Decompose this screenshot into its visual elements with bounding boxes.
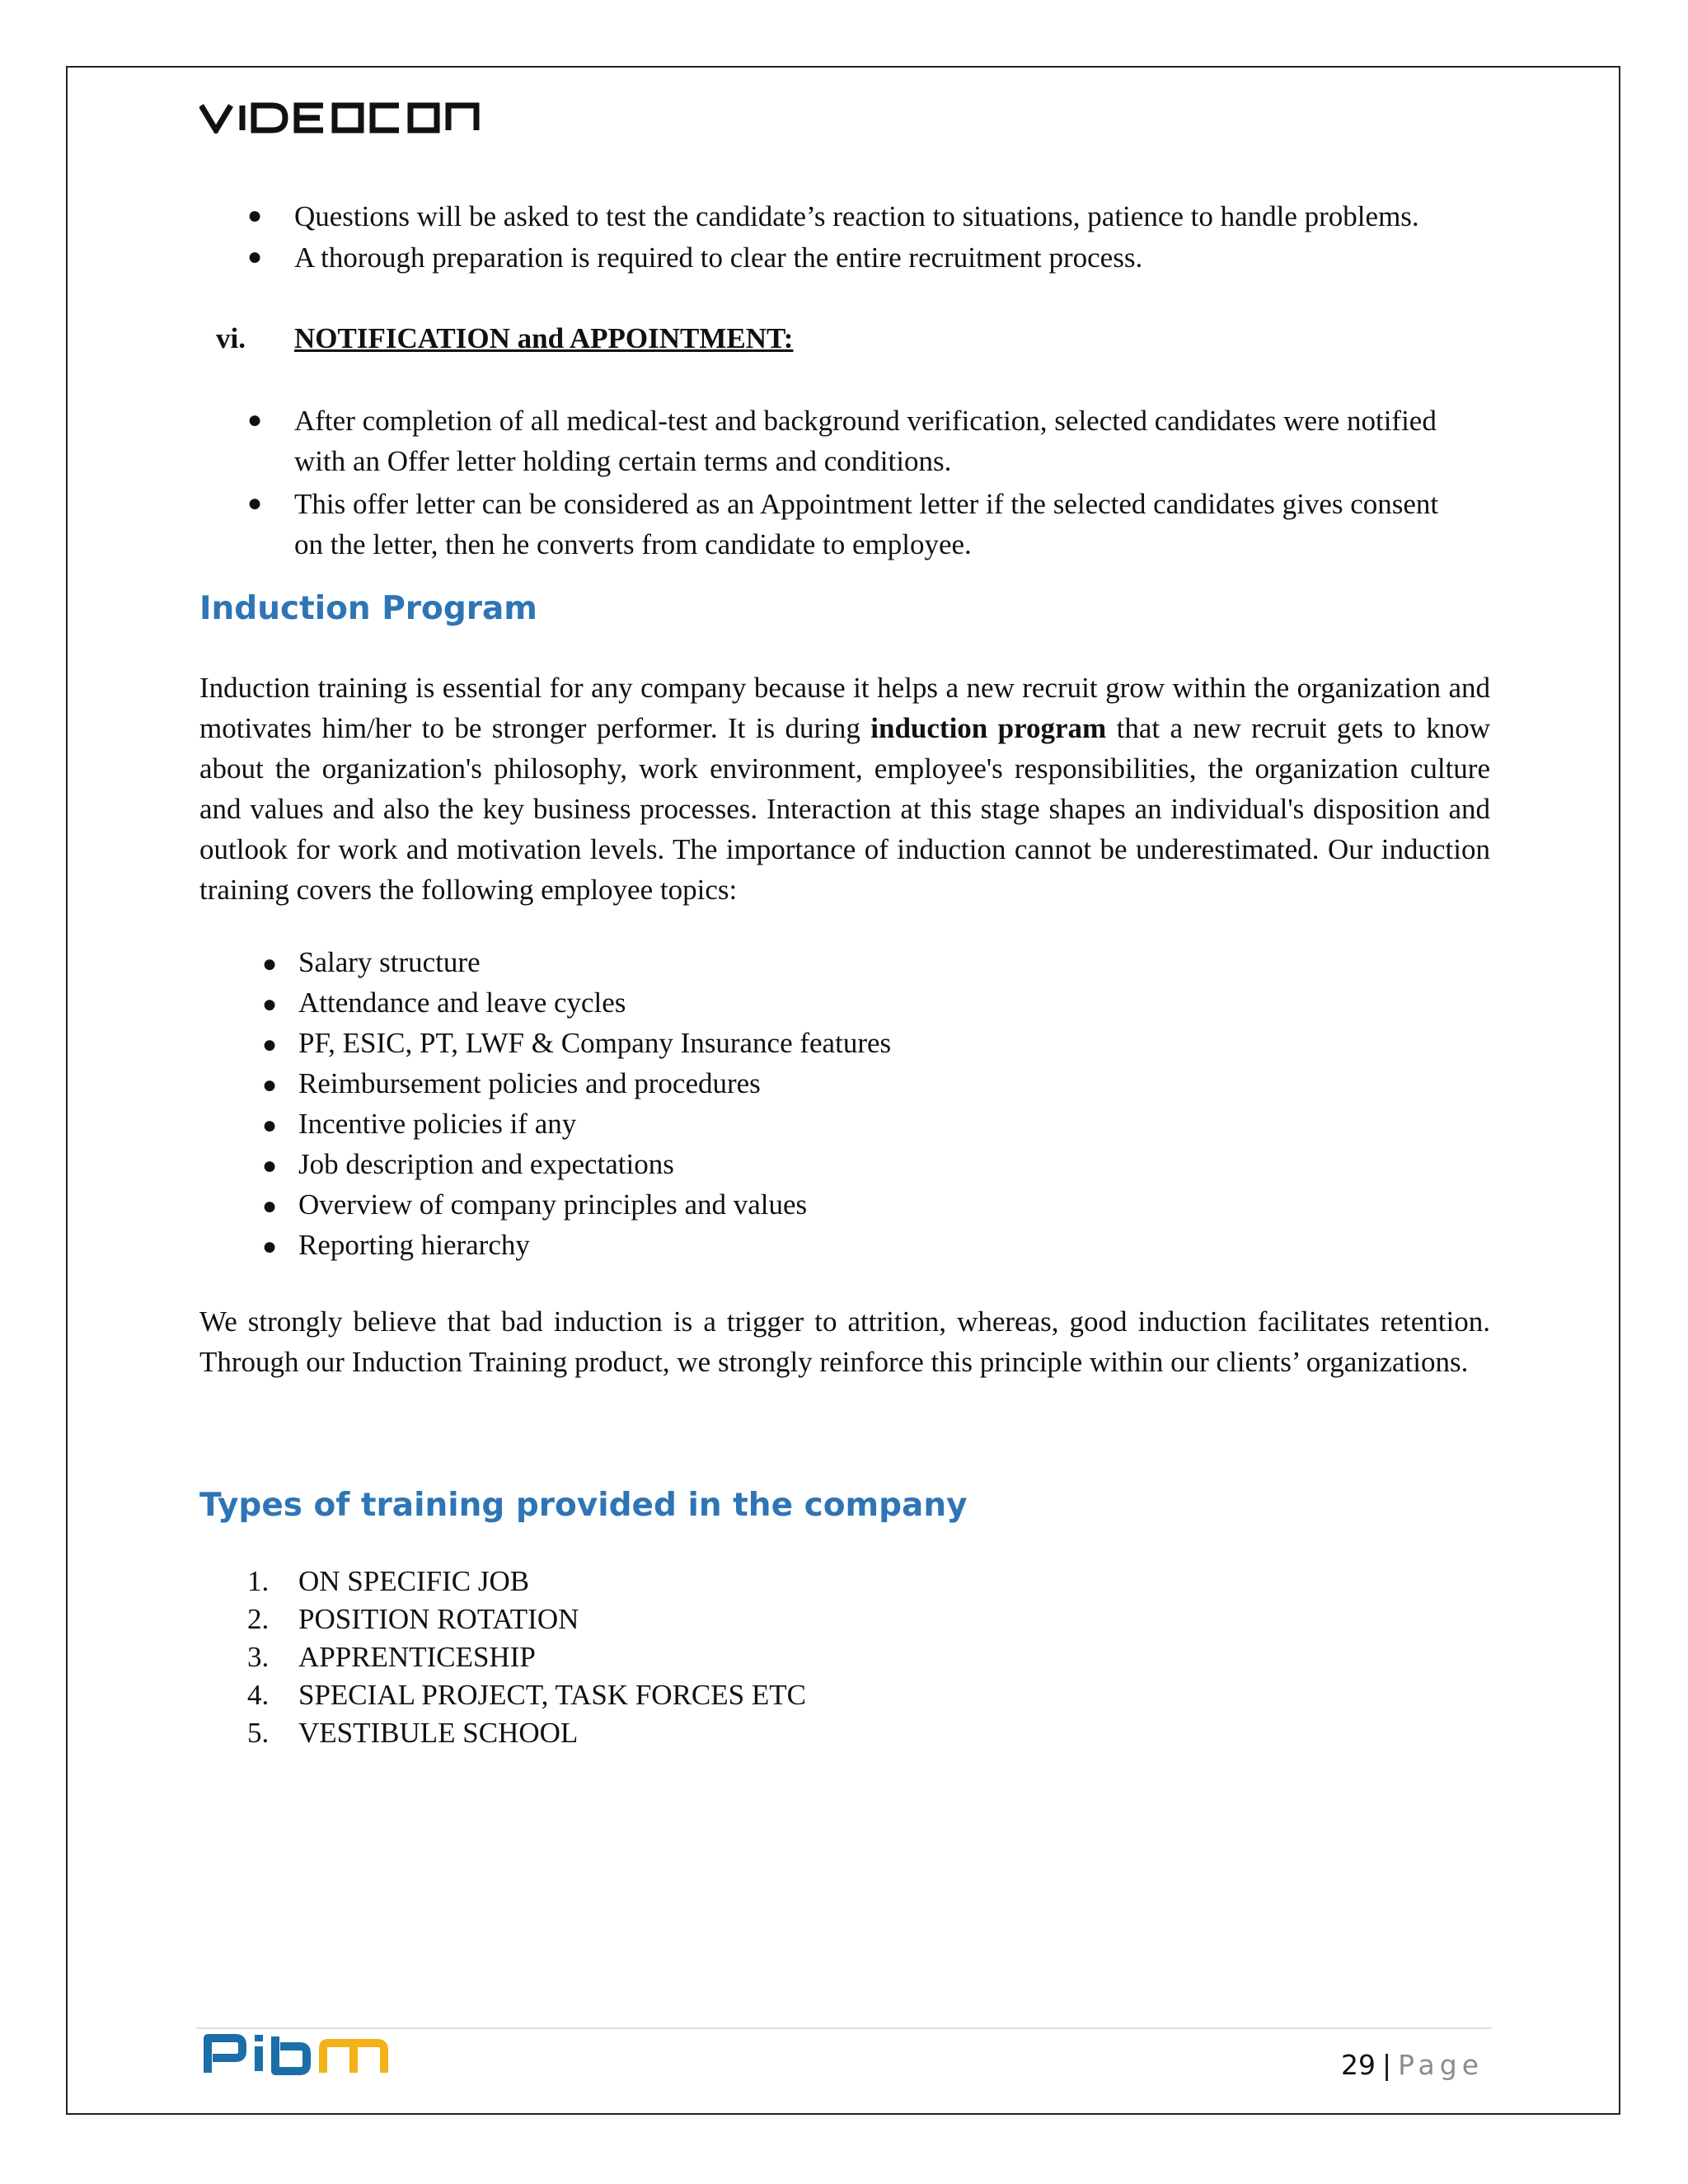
bullet-dot: ● [247,202,263,229]
bullet-dot: ● [247,490,263,517]
topic-item: Job description and expectations [298,1148,674,1180]
topic-item: Reporting hierarchy [298,1229,530,1261]
footer-divider [196,2027,1492,2029]
bullet-dot: ● [247,243,263,270]
list-number: 5. [247,1717,270,1749]
training-heading: Types of training provided in the company [199,1487,968,1524]
topic-item: Attendance and leave cycles [298,987,626,1019]
list-number: 4. [247,1679,270,1711]
training-item: VESTIBULE SCHOOL [298,1717,579,1749]
section-numeral: vi. [216,322,246,354]
videocon-logo [199,102,493,134]
paragraph-text: that a new recruit gets to know about the organization's philosophy, work environment, employee's responsibilities, the organization culture and values and also the key business processes. Interaction at this stage shapes an individual's disposition and outlook for work and motivation levels. The importance of induction cannot be underestimated. Our induction training covers the following employee topics: [199,712,1490,906]
page-number-label [1341,2049,1484,2081]
training-item: APPRENTICESHIP [298,1641,536,1673]
training-item: SPECIAL PROJECT, TASK FORCES ETC [298,1679,806,1711]
bullet-dot: ● [262,1233,278,1260]
list-item-line: This offer letter can be considered as an Appointment letter if the selected candidates gives consent [294,488,1439,520]
list-number: 3. [247,1641,270,1673]
bullet-dot: ● [262,1193,278,1220]
topic-item: Reimbursement policies and procedures [298,1067,761,1099]
section-title: NOTIFICATION and APPOINTMENT: [294,322,794,354]
topic-item: Overview of company principles and values [298,1188,808,1221]
page-word: Page [1398,2049,1484,2081]
bullet-dot: ● [262,1112,278,1139]
paragraph-bold-text: induction program [870,712,1107,744]
bullet-dot: ● [262,1152,278,1179]
training-item: POSITION ROTATION [298,1603,579,1635]
paragraph-text: Induction training is essential for any company because it helps a new recruit grow within the organization and motivates him/her to be stronger performer. It is during [199,672,1490,744]
pibm-logo [203,2033,389,2076]
topic-item: Salary structure [298,946,481,978]
bullet-dot: ● [262,1031,278,1058]
page-number: 29 [1340,2049,1376,2081]
bullet-dot: ● [262,1071,278,1099]
list-number: 1. [247,1565,270,1597]
bullet-dot: ● [262,950,278,977]
bullet-dot: ● [247,406,263,434]
induction-paragraph [199,668,1490,910]
list-item-line: on the letter, then he converts from candidate to employee. [294,528,972,560]
page-separator: | [1381,2049,1392,2081]
list-item: Questions will be asked to test the candidate’s reaction to situations, patience to handle problems. [294,200,1419,232]
closing-paragraph: We strongly believe that bad induction is a trigger to attrition, whereas, good induction facilitates retention. Through our Induction Training product, we strongly reinforce this principle within our clients’ organizations. [199,1305,1490,1378]
induction-heading: Induction Program [199,590,537,627]
bullet-dot: ● [262,991,278,1018]
list-item: A thorough preparation is required to clear the entire recruitment process. [294,241,1143,274]
training-item: ON SPECIFIC JOB [298,1565,530,1597]
topic-item: PF, ESIC, PT, LWF & Company Insurance features [298,1027,892,1059]
list-number: 2. [247,1603,270,1635]
list-item-line: with an Offer letter holding certain terms and conditions. [294,445,952,477]
list-item-line: After completion of all medical-test and background verification, selected candidates were notified [294,405,1437,437]
topic-item: Incentive policies if any [298,1108,577,1140]
